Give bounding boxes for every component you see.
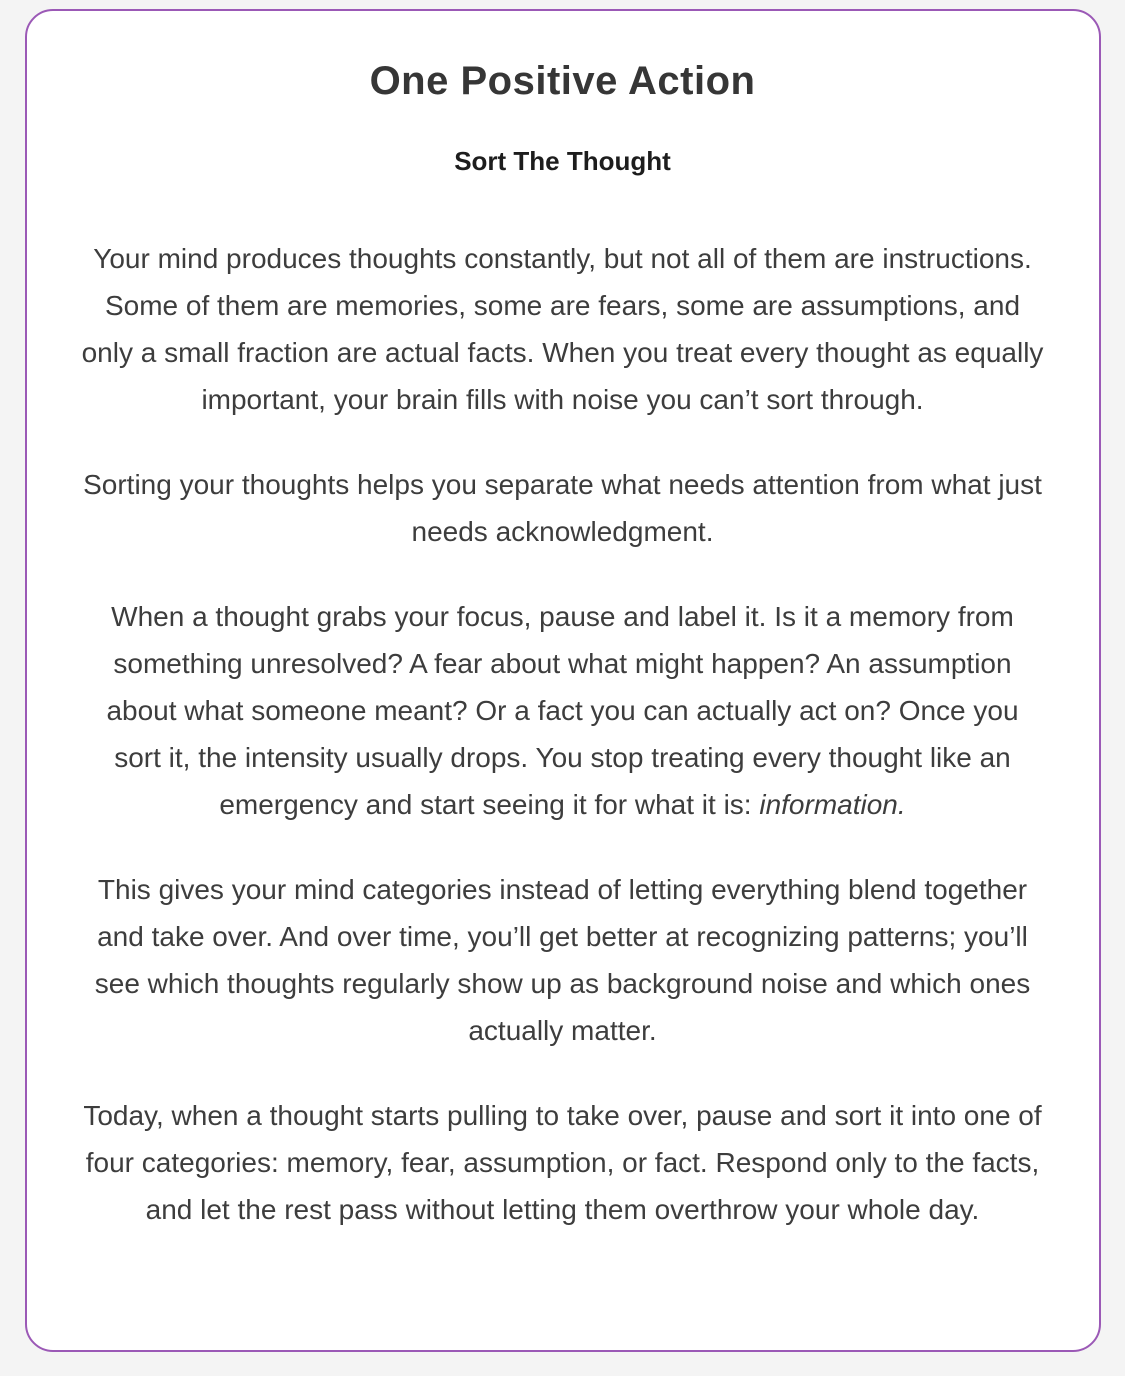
paragraph-1: Your mind produces thoughts constantly, but not all of them are instructions. Some of them are memories, some are fears, some are assumptions, and only a small fraction are actual facts. When you treat every thought as equally important, your brain fills with noise you can’t sort through. xyxy=(81,243,1044,415)
paragraph-2: Sorting your thoughts helps you separate what needs attention from what just needs acknowledgment. xyxy=(83,469,1042,547)
one-positive-action-card xyxy=(25,9,1101,1352)
paragraph-3-text: When a thought grabs your focus, pause and label it. Is it a memory from something unresolved? A fear about what might happen? An assumption about what someone meant? Or a fact you can actually act on? Once you sort it, the intensity usually drops. You stop treating every thought like an emergency and start seeing it for what it is: xyxy=(106,601,1019,820)
paragraph-3 xyxy=(81,593,1045,828)
paragraph-4: This gives your mind categories instead of letting everything blend together and take over. And over time, you’ll get better at recognizing patterns; you’ll see which thoughts regularly show up as background noise and which ones actually matter. xyxy=(94,874,1031,1046)
paragraph-5: Today, when a thought starts pulling to take over, pause and sort it into one of four categories: memory, fear, assumption, or fact. Respond only to the facts, and let the rest pass without letting them overthrow your whole day. xyxy=(83,1100,1042,1225)
page-subtitle: Sort The Thought xyxy=(454,146,671,176)
page-title: One Positive Action xyxy=(369,59,756,103)
paragraph-3-italic-word: information. xyxy=(759,789,906,820)
